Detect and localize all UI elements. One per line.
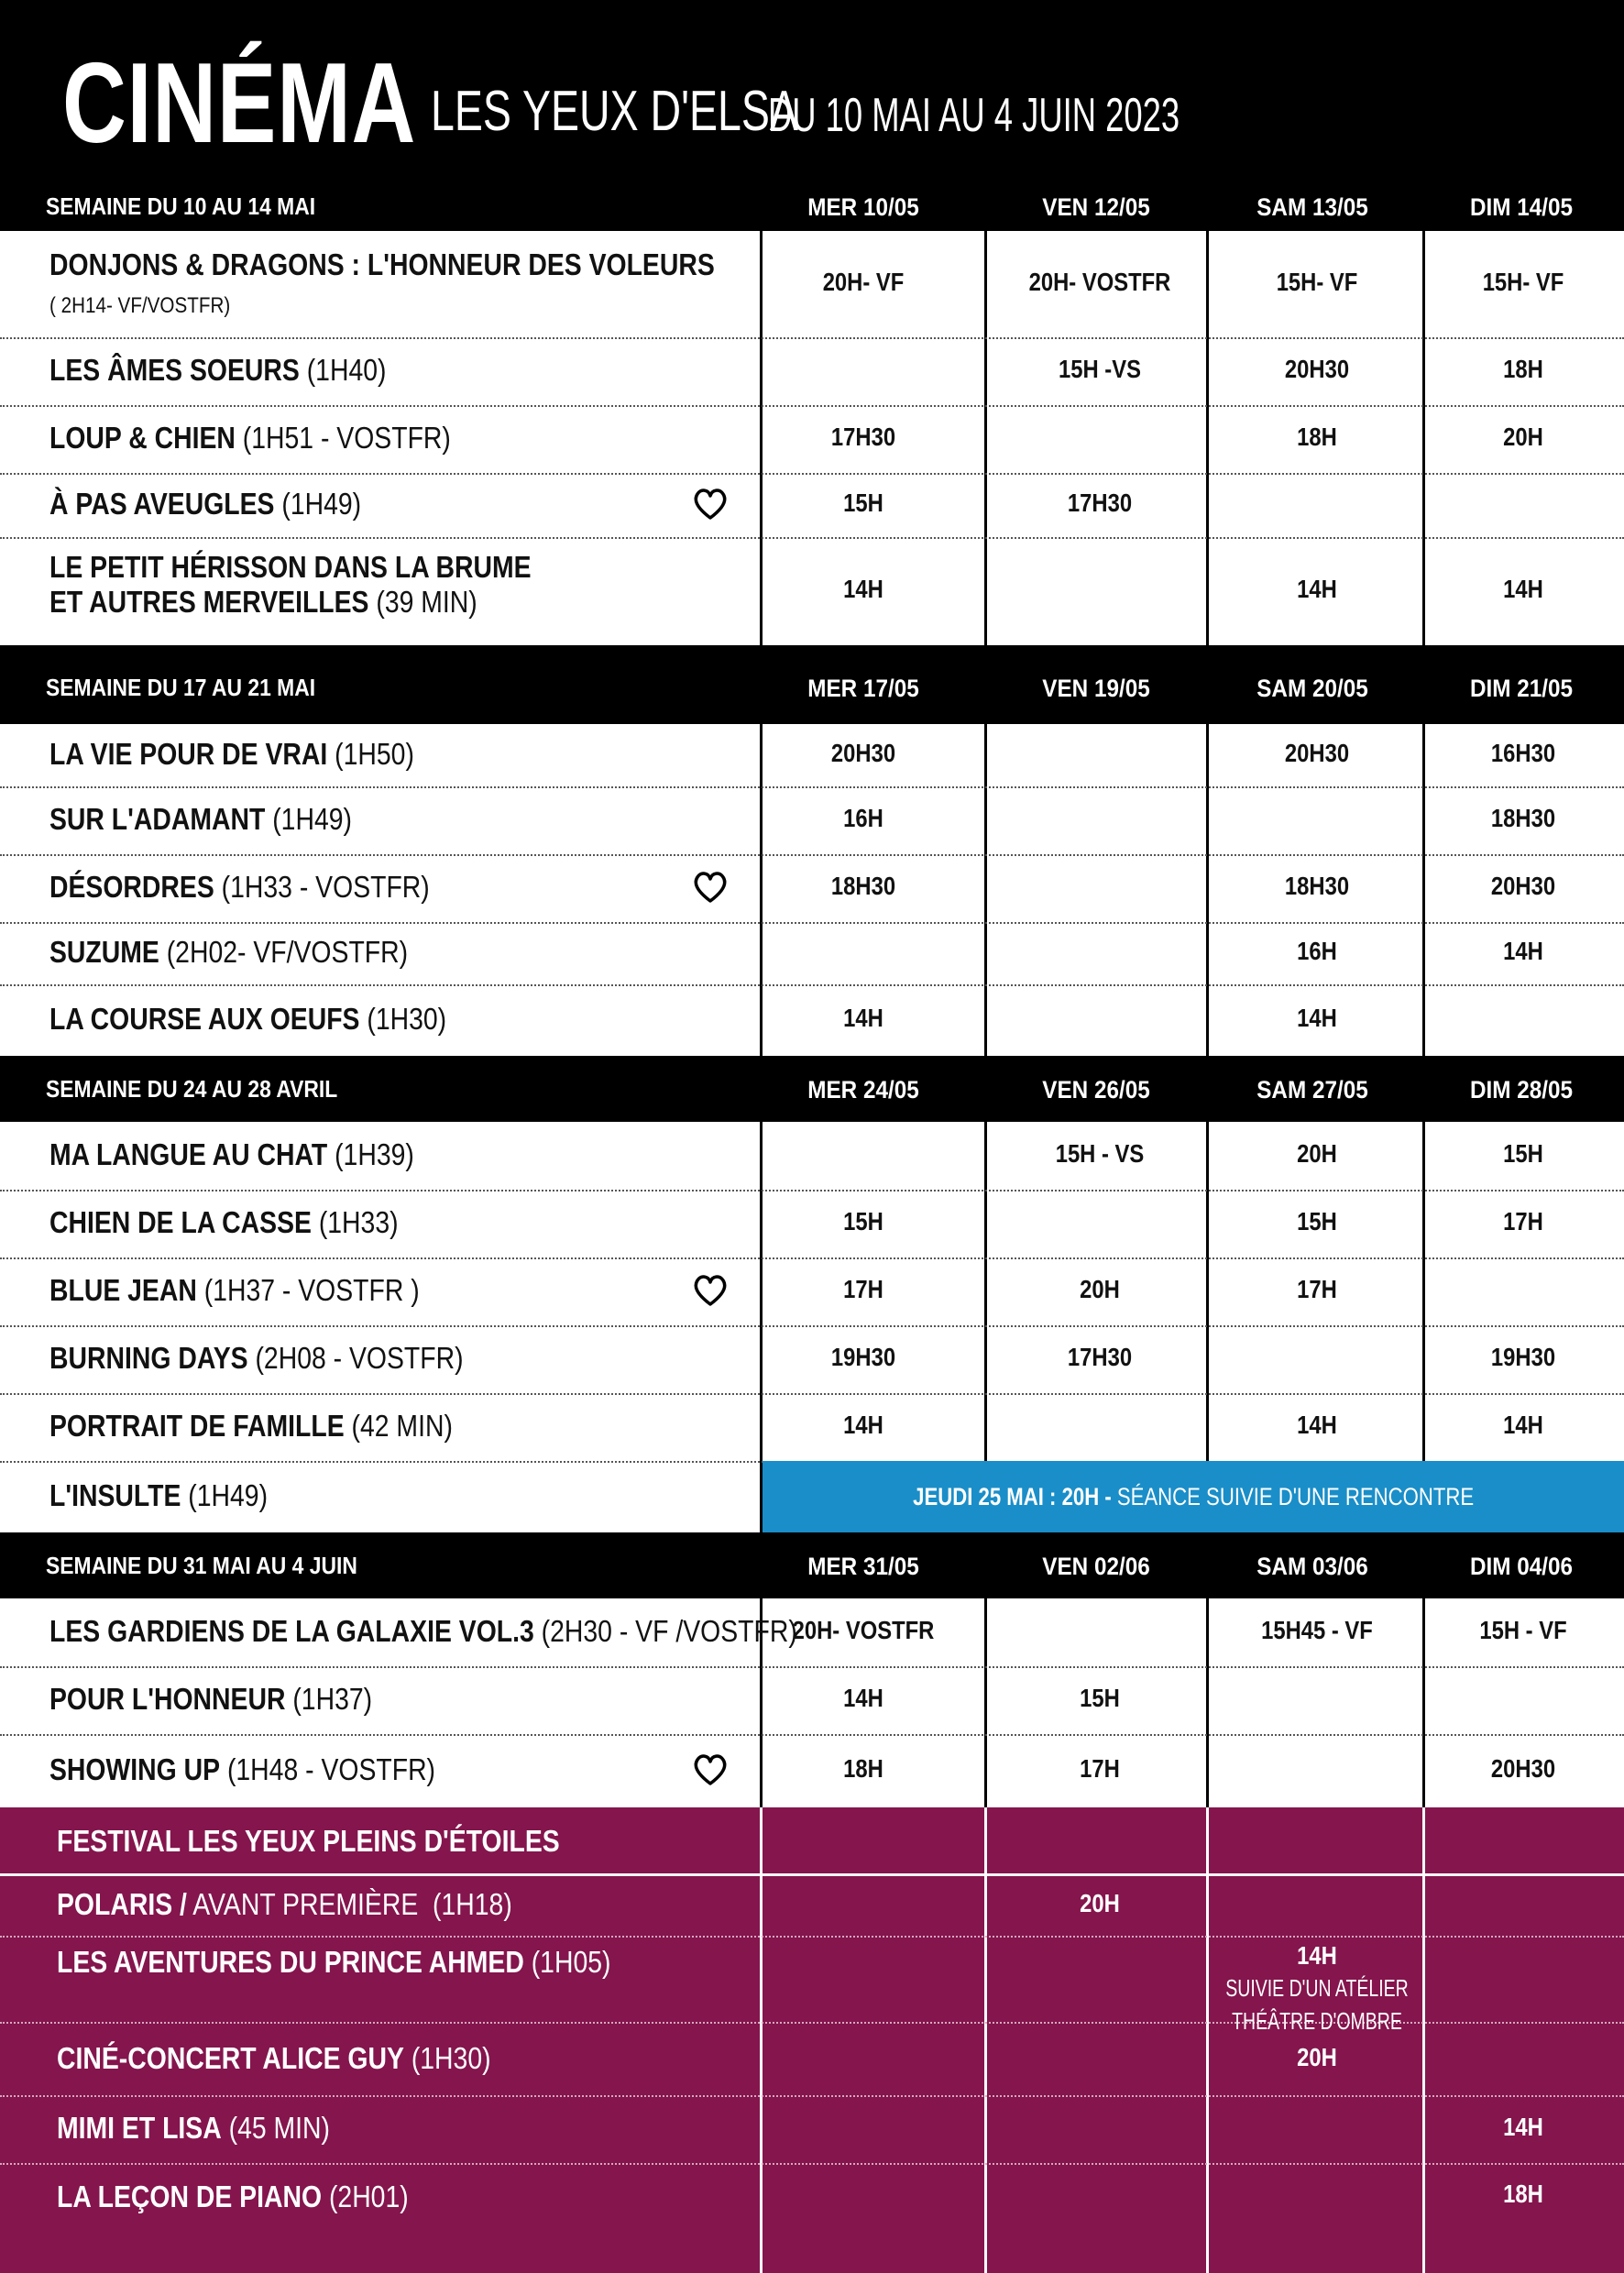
week-label: SEMAINE DU 24 AU 28 AVRIL [46,1075,338,1103]
festival-showtime: 14H [1297,1941,1337,1970]
week-header-bar [0,645,1624,724]
film-title [49,1409,453,1444]
festival-showtime: 14H [1503,2113,1543,2141]
showtime: 15H [1080,1684,1120,1712]
showtime: 17H30 [1067,1343,1133,1371]
festival-title-row [0,1807,1624,1876]
festival-note: SUIVIE D'UN ATÉLIER [1225,1974,1409,2002]
festival-film-row [0,1936,1624,2035]
heart-icon [692,1752,729,1787]
day-header: VEN 02/06 [1042,1553,1150,1580]
film-title [49,1614,797,1649]
festival-film-detail: (1H05) [531,1945,611,1979]
film-detail: (1H49) [272,802,352,836]
heart-icon [692,487,729,522]
week-label: SEMAINE DU 17 AU 21 MAI [46,674,316,701]
festival-film-name: CINÉ-CONCERT ALICE GUY [57,2041,404,2075]
showtime: 15H45 - VF [1261,1616,1373,1644]
festival-film-name: POLARIS / [57,1887,187,1921]
showtime: 18H [1297,423,1337,451]
day-header: MER 24/05 [807,1076,919,1104]
film-detail: (2H30 - VF /VOSTFR) [541,1614,797,1648]
festival-showtime: 20H [1080,1889,1120,1917]
film-row [0,1190,1624,1259]
film-detail: (1H39) [335,1137,414,1171]
week-header-bar [0,1532,1624,1598]
showtime: 20H30 [830,739,896,767]
film-detail: (39 MIN) [376,585,477,619]
film-title [49,1752,435,1787]
showtime: 14H [1503,1411,1543,1439]
showtime: 15H [1297,1207,1337,1235]
film-name: SHOWING UP [49,1752,221,1786]
film-row [0,337,1624,407]
festival-film-row [0,2024,1624,2097]
film-name: DÉSORDRES [49,870,214,904]
showtime: 14H [843,1004,883,1032]
film-row [0,724,1624,788]
film-title [49,802,352,837]
film-detail: (1H37) [292,1682,373,1716]
day-header: DIM 14/05 [1469,193,1574,221]
film-name: LA COURSE AUX OEUFS [49,1002,360,1036]
day-header: SAM 27/05 [1256,1076,1368,1104]
showtime: 16H [1297,937,1337,965]
showtime: 15H -VS [1059,355,1141,383]
showtime: 14H [1297,1411,1337,1439]
showtime: 20H30 [1284,355,1350,383]
film-row [0,1325,1624,1395]
film-detail: (2H02- VF/VOSTFR) [166,935,409,969]
venue-name: LES YEUX D'ELSA [431,80,798,143]
day-header: SAM 03/06 [1256,1553,1368,1580]
day-header: SAM 13/05 [1256,193,1368,221]
film-title [49,550,532,620]
heart-icon [692,870,729,905]
film-name: LOUP & CHIEN [49,421,236,455]
film-detail: ( 2H14- VF/VOSTFR) [49,293,231,318]
film-name: À PAS AVEUGLES [49,487,275,521]
film-name: BLUE JEAN [49,1273,197,1307]
film-name: LES ÂMES SOEURS [49,353,300,387]
film-title [49,247,715,282]
date-range: DU 10 MAI AU 4 JUIN 2023 [768,89,1180,142]
film-name: SUZUME [49,935,159,969]
special-screening-banner [763,1461,1624,1532]
showtime: 15H- VF [1482,268,1564,296]
showtime: 16H30 [1490,739,1556,767]
festival-film-detail: (1H18) [433,1887,512,1921]
film-detail: (2H08 - VOSTFR) [255,1341,464,1375]
showtime: 14H [1297,1004,1337,1032]
film-row [0,473,1624,539]
film-name: PORTRAIT DE FAMILLE [49,1409,345,1443]
showtime: 15H - VF [1479,1616,1567,1644]
festival-film-title [57,1945,610,1980]
festival-film-title [57,2180,409,2214]
film-title [49,1205,399,1240]
page-title: CINÉMA [62,40,417,167]
showtime: 17H [1080,1754,1120,1783]
festival-film-detail: (2H01) [328,2180,409,2213]
film-detail: (1H50) [335,737,414,771]
showtime: 15H [843,1207,883,1235]
showtime: 17H [843,1275,883,1303]
festival-film-extra: AVANT PREMIÈRE [192,1887,419,1921]
film-name: CHIEN DE LA CASSE [49,1205,312,1239]
festival-film-name: LES AVENTURES DU PRINCE AHMED [57,1945,524,1979]
festival-film-title [57,2111,330,2146]
showtime: 15H- VF [1276,268,1358,296]
film-row [0,1257,1624,1327]
heart-icon [692,1273,729,1308]
showtime: 19H30 [1490,1343,1556,1371]
film-name: POUR L'HONNEUR [49,1682,286,1716]
film-row [0,1666,1624,1736]
festival-film-row [0,2163,1624,2273]
film-title [49,487,361,522]
showtime: 18H30 [1284,872,1350,900]
day-header: MER 10/05 [807,193,919,221]
week-label: SEMAINE DU 31 MAI AU 4 JUIN [46,1552,357,1579]
showtime: 20H- VF [822,268,905,296]
showtime: 20H30 [1490,872,1556,900]
showtime: 20H30 [1490,1754,1556,1783]
day-header: VEN 26/05 [1042,1076,1150,1104]
showtime: 17H [1503,1207,1543,1235]
showtime: 20H [1080,1275,1120,1303]
film-title [49,1478,268,1513]
film-name: LES GARDIENS DE LA GALAXIE VOL.3 [49,1614,534,1648]
showtime: 15H [843,489,883,517]
film-row [0,537,1624,645]
festival-section [0,1807,1624,2273]
festival-film-name: LA LEÇON DE PIANO [57,2180,323,2213]
day-header: DIM 04/06 [1469,1553,1574,1580]
film-row [0,1598,1624,1668]
film-detail: (1H40) [306,353,387,387]
showtime: 17H30 [830,423,896,451]
film-detail: (1H37 - VOSTFR ) [203,1273,420,1307]
film-detail: (1H48 - VOSTFR) [226,1752,436,1786]
showtime: 14H [843,1411,883,1439]
film-name: LA VIE POUR DE VRAI [49,737,328,771]
day-header: VEN 12/05 [1042,193,1150,221]
film-title [49,1682,372,1717]
film-detail: (1H49) [188,1478,269,1512]
film-detail: (42 MIN) [351,1409,453,1443]
festival-note: THÉÂTRE D'OMBRE [1232,2007,1402,2035]
showtime: 20H30 [1284,739,1350,767]
showtime: 20H- VOSTFR [792,1616,935,1644]
film-title [49,1002,446,1037]
film-detail: (1H51 - VOSTFR) [242,421,451,455]
film-title [49,353,386,388]
special-screening-date: JEUDI 25 MAI : 20H - [913,1482,1117,1510]
showtime: 14H [843,1684,883,1712]
film-name: SUR L'ADAMANT [49,802,266,836]
film-row [0,786,1624,856]
festival-title: FESTIVAL LES YEUX PLEINS D'ÉTOILES [57,1824,560,1858]
film-detail: (1H33) [318,1205,399,1239]
showtime: 18H30 [1490,804,1556,832]
film-detail: (1H33 - VOSTFR) [221,870,430,904]
week-header-bar [0,181,1624,231]
showtime: 18H [1503,355,1543,383]
film-name: L'INSULTE [49,1478,181,1512]
festival-showtime: 20H [1297,2043,1337,2071]
showtime: 14H [843,575,883,603]
day-header: MER 31/05 [807,1553,919,1580]
festival-film-detail: (1H30) [411,2041,491,2075]
showtime: 17H [1297,1275,1337,1303]
festival-film-name: MIMI ET LISA [57,2111,222,2145]
day-header: DIM 21/05 [1469,675,1574,702]
showtime: 19H30 [830,1343,896,1371]
film-row [0,1393,1624,1463]
showtime: 15H - VS [1055,1139,1145,1168]
showtime: 14H [1297,575,1337,603]
film-name: DONJONS & DRAGONS : L'HONNEUR DES VOLEURS [49,247,715,281]
showtime: 17H30 [1067,489,1133,517]
festival-film-row [0,1875,1624,1938]
showtime: 15H [1503,1139,1543,1168]
film-title [49,1341,464,1376]
film-row [0,984,1624,1056]
festival-film-title [57,2041,491,2076]
day-header: MER 17/05 [807,675,919,702]
film-title [49,870,430,905]
day-header: DIM 28/05 [1469,1076,1574,1104]
page-header [0,0,1624,181]
film-title [49,935,408,970]
film-title [49,737,414,772]
film-title [49,1273,420,1308]
film-name-line2: ET AUTRES MERVEILLES [49,585,369,619]
festival-showtime: 18H [1503,2180,1543,2208]
week-label: SEMAINE DU 10 AU 14 MAI [46,192,316,220]
film-row [0,231,1624,339]
week-header-bar [0,1056,1624,1122]
showtime: 16H [843,804,883,832]
film-row [0,1734,1624,1807]
film-name: BURNING DAYS [49,1341,248,1375]
showtime: 18H [843,1754,883,1783]
film-title [49,421,451,456]
showtime: 18H30 [830,872,896,900]
film-title [49,1137,414,1172]
film-row [0,922,1624,986]
film-detail: (1H49) [281,487,362,521]
film-row [0,405,1624,475]
special-screening-text: SÉANCE SUIVIE D'UNE RENCONTRE [1116,1482,1474,1510]
day-header: SAM 20/05 [1256,675,1368,702]
festival-film-row [0,2095,1624,2165]
film-row [0,1122,1624,1191]
showtime: 20H- VOSTFR [1028,268,1171,296]
film-detail: (1H30) [367,1002,447,1036]
showtime: 14H [1503,575,1543,603]
showtime: 20H [1503,423,1543,451]
film-name: MA LANGUE AU CHAT [49,1137,328,1171]
film-row [0,854,1624,924]
showtime: 20H [1297,1139,1337,1168]
day-header: VEN 19/05 [1042,675,1150,702]
showtime: 14H [1503,937,1543,965]
film-name: LE PETIT HÉRISSON DANS LA BRUME [49,550,532,584]
festival-film-title [57,1887,512,1922]
festival-film-detail: (45 MIN) [228,2111,331,2145]
